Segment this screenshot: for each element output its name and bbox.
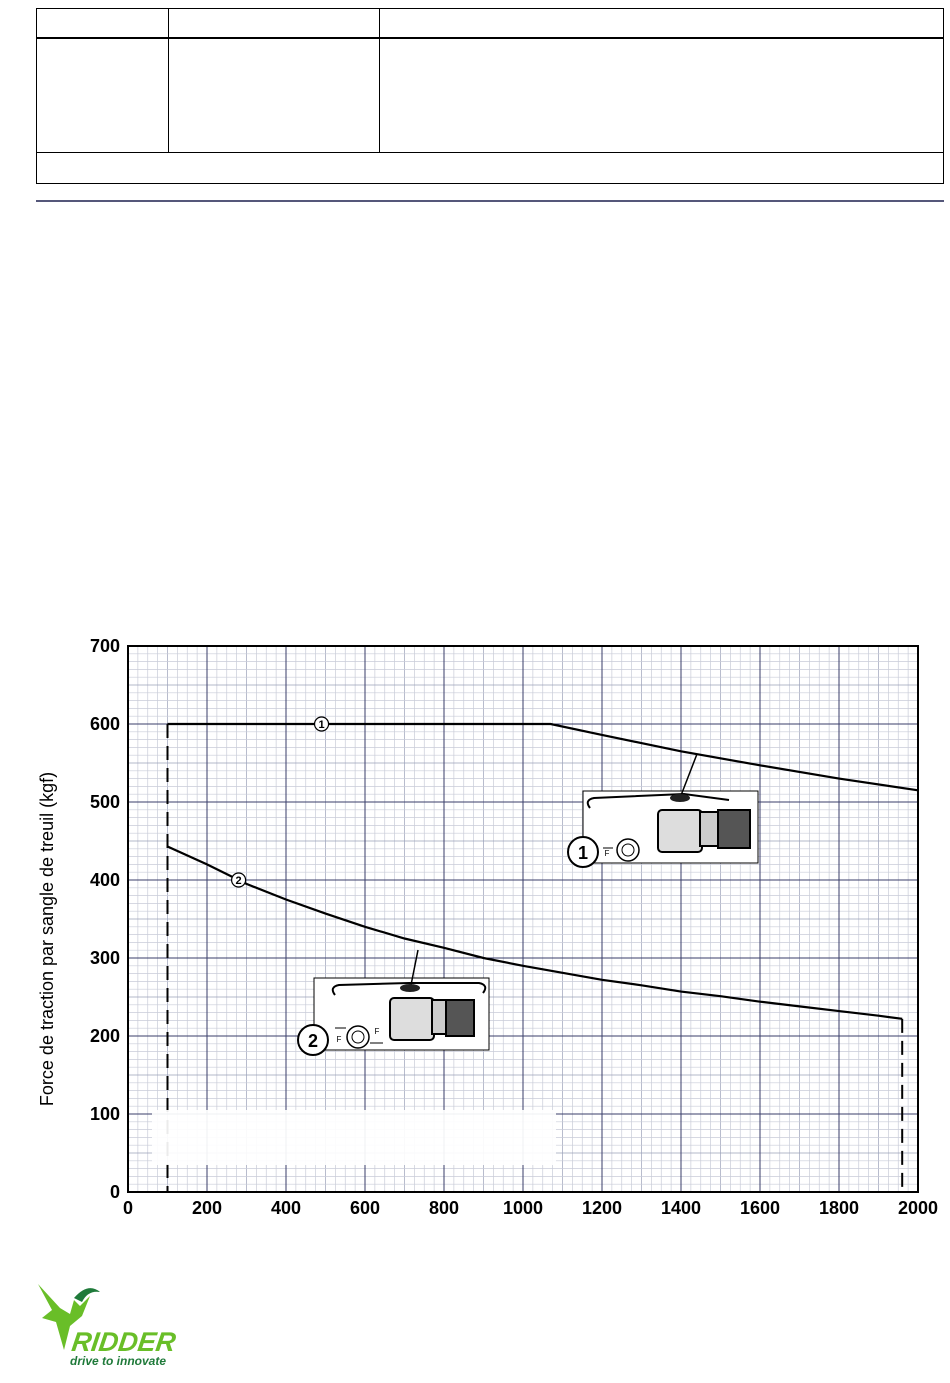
- logo-tagline: drive to innovate: [70, 1354, 167, 1368]
- winch-motor-icon: [390, 998, 434, 1040]
- header-cell: [37, 9, 169, 39]
- y-tick-label: 0: [109, 1182, 120, 1202]
- y-tick-label: 400: [89, 870, 120, 890]
- footer-cell: [37, 153, 944, 184]
- pulling-force-chart: [0, 620, 950, 1230]
- x-axis-ticks: [123, 1198, 938, 1218]
- inset-number: 2: [307, 1031, 319, 1051]
- x-tick-label: 800: [428, 1198, 460, 1218]
- x-tick-label: 600: [349, 1198, 381, 1218]
- y-tick-label: 200: [89, 1026, 120, 1046]
- y-tick-label: 700: [89, 636, 120, 656]
- section-divider: [36, 200, 944, 202]
- label-mask: [152, 1110, 556, 1165]
- winch-motor-icon: [658, 810, 702, 852]
- x-tick-label: 1000: [502, 1198, 544, 1218]
- x-tick-label: 1800: [818, 1198, 860, 1218]
- header-table-row: [37, 38, 944, 153]
- x-tick-label: 400: [270, 1198, 302, 1218]
- x-tick-label: 0: [122, 1198, 134, 1218]
- x-tick-label: 1200: [581, 1198, 623, 1218]
- header-table: [36, 8, 944, 184]
- y-axis-ticks: [90, 636, 120, 1202]
- x-tick-label: 1600: [739, 1198, 781, 1218]
- header-cell: [380, 9, 944, 39]
- y-tick-label: 100: [89, 1104, 120, 1124]
- logo-wordmark: RIDDER: [69, 1327, 178, 1357]
- y-tick-label: 300: [89, 948, 120, 968]
- header-cell: [169, 9, 380, 39]
- force-label-left: F: [336, 1035, 342, 1044]
- force-label: F: [604, 849, 610, 858]
- ridder-logo: [30, 1280, 190, 1370]
- body-cell: [37, 38, 169, 153]
- body-cell: [169, 38, 380, 153]
- header-table-row: [37, 9, 944, 39]
- force-label-right: F: [374, 1027, 380, 1036]
- x-tick-label: 1400: [660, 1198, 702, 1218]
- y-axis-label: Force de traction par sangle de treuil (kgf): [37, 771, 57, 1107]
- series-marker-label: 2: [235, 875, 242, 887]
- body-cell: [380, 38, 944, 153]
- y-tick-label: 600: [89, 714, 120, 734]
- header-table-row: [37, 153, 944, 184]
- x-tick-label: 2000: [897, 1198, 939, 1218]
- inset-number: 1: [577, 843, 589, 863]
- x-tick-label: 200: [191, 1198, 223, 1218]
- series-marker-label: 1: [318, 719, 325, 731]
- y-tick-label: 500: [89, 792, 120, 812]
